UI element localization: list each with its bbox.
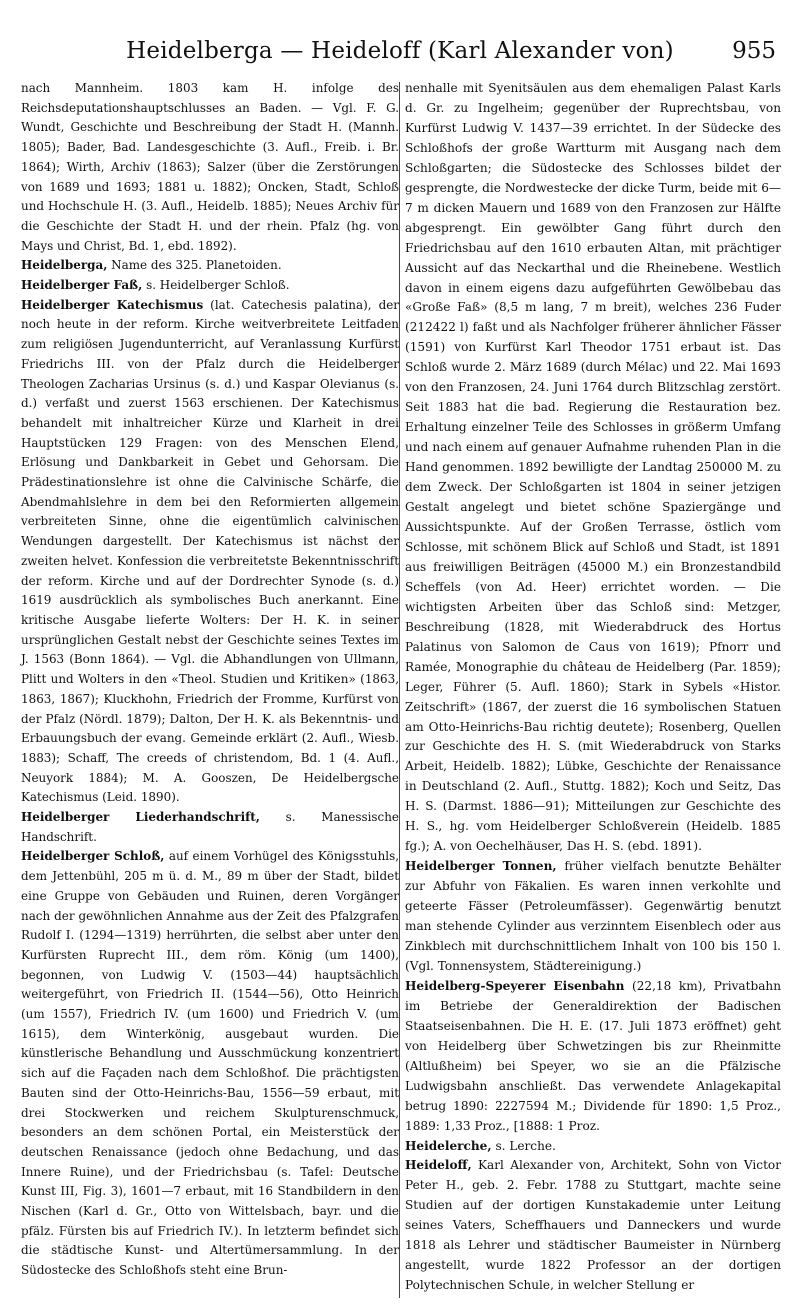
entry-heidelberg-speyerer-eisenbahn: Heidelberg-Speyerer Eisenbahn (22,18 km), Privatbahn im Betriebe der Generaldirektion der Badischen Staatseisenbahnen. Die H. E. (17. Juli 1873 eröffnet) geht von Heidelberg über Schwetzingen bis zur Rheinmitte (Altlußheim) bei Speyer, wo sie an die Pfälzische Ludwigsbahn anschließt. Das verwendete Anlagekapital betrug 1890: 2227594 M.; Dividende für 1890: 1,5 Proz., 1889: 1,33 Proz., [1888: 1 Proz.: [405, 978, 782, 1133]
entry-headword: Heidelerche,: [405, 1138, 492, 1153]
entry-heidelerche: Heidelerche, s. Lerche.: [405, 1138, 556, 1153]
entry-heidelberger-schloss: Heidelberger Schloß, auf einem Vorhügel des Königsstuhls, dem Jettenbühl, 205 m ü. d. M., 89 m über der Stadt, bildet eine Gruppe von Gebäuden und Ruinen, deren Vorgänger nach der gewöhnlichen Annahme aus der Zeit des Pfalzgrafen Rudolf I. (1294—1319) herrührten, die selbst aber unter den Kurfürsten Ruprecht III., dem röm. König (um 1400), begonnen, von Ludwig V. (1503—44) hauptsächlich weitergeführt, von Friedrich II. (1544—56), Otto Heinrich (um 1557), Friedrich IV. (um 1600) und Friedrich V. (um 1615), dem Winterkönig, ausgebaut wurden. Die künstlerische Behandlung und Ausschmückung konzentriert sich auf die Façaden nach dem Schloßhof. Die prächtigsten Bauten sind der Otto-Heinrichs-Bau, 1556—59 erbaut, mit drei Stockwerken und reichem Skulpturenschmuck, besonders an dem schönen Portal, ein Meisterstück der deutschen Renaissance (jedoch ohne Bedachung, und das Innere Ruine), und der Friedrichsbau (s. Tafel: Deutsche Kunst III, Fig. 3), 1601—7 erbaut, mit 16 Standbildern in den Nischen (Karl d. Gr., Otto von Wittelsbach, bayr. und die pfälz. Fürsten bis auf Friedrich IV.). In letzterm befindet sich die städtische Kunst- und Altertümersammlung. In der Südostecke des Schloßhofs steht eine Brun-: [21, 849, 399, 1278]
paragraph-continuation: nenhalle mit Syenitsäulen aus dem ehemaligen Palast Karls d. Gr. zu Ingelheim; gegenüber der Ruprechtsbau, von Kurfürst Ludwig V. 1437—39 errichtet. In der Südecke des Schloßhofs der große Wartturm mit Ausgang nach dem Schloßgarten; die Südostecke des Schlosses bildet der gesprengte, die Nordwestecke der dicke Turm, beide mit 6—7 m dicken Mauern und 1689 von den Franzosen zur Hälfte abgesprengt. Ein gewölbter Gang führt durch den Friedrichsbau auf den 1610 erbauten Altan, mit prächtiger Aussicht auf das Neckarthal und die Rheinebene. Westlich davon in einem eigens dazu aufgeführten Gewölbebau das «Große Faß» (8,5 m lang, 7 m breit), welches 236 Fuder (212422 l) faßt und als Nachfolger früherer ähnlicher Fässer (1591) von Kurfürst Karl Theodor 1751 erbaut ist. Das Schloß wurde 2. März 1689 (durch Mélac) und 22. Mai 1693 von den Franzosen, 24. Juni 1764 durch Blitzschlag zerstört. Seit 1883 hat die bad. Regierung die Restauration bez. Erhaltung einzelner Teile des Schlosses in größerm Umfang und nach einem auf genauer Aufnahme ruhenden Plan in die Hand genommen. 1892 bewilligte der Landtag 250000 M. zu dem Zweck. Der Schloßgarten ist 1804 in seiner jetzigen Gestalt angelegt und bietet schöne Spaziergänge und Aussichtspunkte. Auf der Großen Terrasse, östlich vom Schlosse, mit schönem Blick auf Schloß und Stadt, ist 1891 aus freiwilligen Beiträgen (45000 M.) ein Bronzestandbild Scheffels (von Ad. Heer) errichtet worden. — Die wichtigsten Arbeiten über das Schloß sind: Metzger, Beschreibung (1828, mit Wiederabdruck des Hortus Palatinus von Salomon de Caus von 1619); Pfnorr und Ramée, Monographie du château de Heidelberg (Par. 1859); Leger, Führer (5. Aufl. 1860); Stark in Sybels «Histor. Zeitschrift» (1867, der zuerst die 16 symbolischen Statuen am Otto-Heinrichs-Bau richtig deutete); Rosenberg, Quellen zur Geschichte des H. S. (mit Wiederabdruck von Starks Arbeit, Heidelb. 1882); Lübke, Geschichte der Renaissance in Deutschland (2. Aufl., Stuttg. 1882); Koch und Seitz, Das H. S. (Darmst. 1886—91); Mitteilungen zur Geschichte des H. S., hg. vom Heidelberger Schloßverein (Heidelb. 1885 fg.); A. von Oechelhäuser, Das H. S. (ebd. 1891).: [405, 81, 781, 854]
entry-headword: Heidelberger Tonnen,: [405, 859, 557, 874]
entry-heideloff: Heideloff, Karl Alexander von, Architekt, Sohn von Victor Peter H., geb. 2. Febr. 1788 zu Stuttgart, machte seine Studien auf der dortigen Kunstakademie unter Leitung seines Vaters, Scheffhauers und Danneckers und wurde 1818 als Lehrer und städtischer Baumeister in Nürnberg angestellt, wurde 1822 Professor an der dortigen Polytechnischen Schule, in welcher Stellung er: [405, 1158, 781, 1293]
entry-headword: Heidelberger Schloß,: [21, 849, 165, 864]
entry-heidelberger-katechismus: Heidelberger Katechismus (lat. Catechesis palatina), der noch heute in der reform. Kirche weitverbreitete Leitfaden zum religiösen Jugendunterricht, auf Veranlassung Kurfürst Friedrichs III. von der Pfalz durch die Heidelberger Theologen Zacharias Ursinus (s. d.) und Kaspar Olevianus (s. d.) verfaßt und zuerst 1563 erschienen. Der Katechismus behandelt mit inhaltreicher Kürze und Klarheit in drei Hauptstücken 129 Fragen: von des Menschen Elend, Erlösung und Dankbarkeit in Gebet und Gehorsam. Die Prädestinationslehre ist ohne die Calvinische Schärfe, die Abendmahlslehre in dem bei den Reformierten allgemein verbreiteten Sinne, ohne die eigentümlich calvinischen Wendungen dargestellt. Der Katechismus ist nächst der zweiten helvet. Konfession die verbreitetste Bekenntnisschrift der reform. Kirche und auf der Dordrechter Synode (s. d.) 1619 ausdrücklich als symbolisches Buch anerkannt. Eine kritische Ausgabe lieferte Wolters: Der H. K. in seiner ursprünglichen Gestalt nebst der Geschichte seines Textes im J. 1563 (Bonn 1864). — Vgl. die Abhandlungen von Ullmann, Plitt und Wolters in den «Theol. Studien und Kritiken» (1863, 1863, 1867); Kluckhohn, Friedrich der Fromme, Kurfürst von der Pfalz (Nördl. 1879); Dalton, Der H. K. als Bekenntnis- und Erbauungsbuch der evang. Gemeinde erklärt (2. Aufl., Wiesb. 1883); Schaff, The creeds of christendom, Bd. 1 (4. Aufl., Neuyork 1884); M. A. Gooszen, De Heidelbergsche Katechismus (Leid. 1890).: [21, 297, 399, 805]
entry-headword: Heidelberg-Speyerer Eisenbahn: [405, 978, 625, 993]
entry-heidelberger-fass: Heidelberger Faß, s. Heidelberger Schloß.: [21, 278, 290, 293]
column-divider: [399, 82, 400, 1298]
entry-heidelberger-tonnen: Heidelberger Tonnen, früher vielfach benutzte Behälter zur Abfuhr von Fäkalien. Es waren innen verkohlte und geteerte Fässer (Petroleumfässer). Gegenwärtig benutzt man stehende Cylinder aus verzinntem Eisenblech oder aus Zinkblech mit durchschnittlichem Inhalt von 100 bis 150 l. (Vgl. Tonnensystem, Städtereinigung.): [405, 859, 781, 973]
entry-heidelberger-liederhandschrift: Heidelberger Liederhandschrift, s. Manessische Handschrift.: [21, 810, 399, 844]
entry-headword: Heidelberger Faß,: [21, 278, 143, 293]
left-column: [21, 79, 399, 1281]
entry-headword: Heidelberger Katechismus: [21, 297, 204, 312]
paragraph-continuation: nach Mannheim. 1803 kam H. infolge des Reichsdeputationshauptschlusses an Baden. — Vgl. F. G. Wundt, Geschichte und Beschreibung der Stadt H. (Mannh. 1805); Bader, Bad. Landesgeschichte (3. Aufl., Freib. i. Br. 1864); Wirth, Archiv (1863); Salzer (über die Zerstörungen von 1689 und 1693; 1881 u. 1882); Oncken, Stadt, Schloß und Hochschule H. (3. Aufl., Heidelb. 1885); Neues Archiv für die Geschichte der Stadt H. und der rhein. Pfalz (hg. von Mays und Christ, Bd. 1, ebd. 1892).: [21, 81, 399, 253]
entry-headword: Heidelberga,: [21, 258, 108, 273]
running-head: Heidelberga — Heideloff (Karl Alexander von): [126, 38, 674, 64]
right-column: [405, 79, 781, 1296]
entry-headword: Heidelberger Liederhandschrift,: [21, 810, 260, 825]
entry-headword: Heideloff,: [405, 1158, 472, 1173]
page-number: 955: [732, 38, 776, 64]
page-header: [20, 38, 780, 74]
entry-heidelberga: Heidelberga, Name des 325. Planetoiden.: [21, 258, 282, 273]
